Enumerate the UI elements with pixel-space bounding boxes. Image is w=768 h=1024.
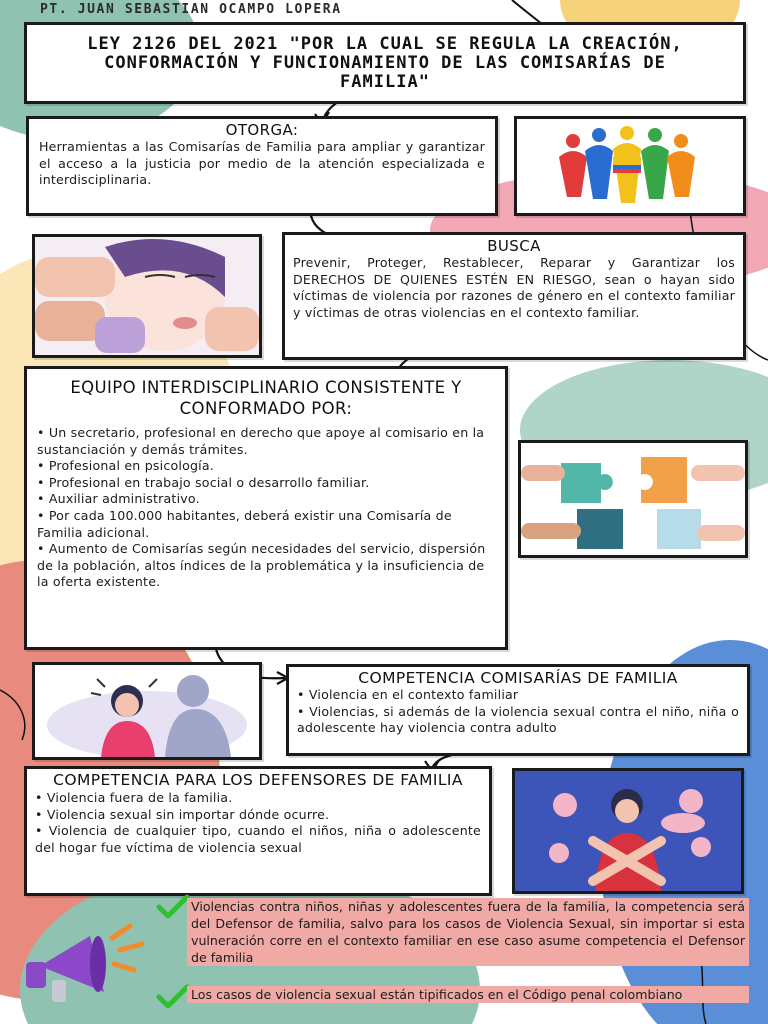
author-name: PT. JUAN SEBASTIAN OCAMPO LOPERA [40,2,342,17]
busca-body: Prevenir, Proteger, Restablecer, Reparar y Garantizar los DERECHOS DE QUIENES ESTÉN EN RIESGO, sean o hayan sido víctimas de violencia por razones de género en el contexto familiar y víctimas de otras violencias en el contexto familiar. [293,255,735,320]
equipo-heading: EQUIPO INTERDISCIPLINARIO CONSISTENTE Y CONFORMADO POR: [70,378,462,418]
competencia-defensores-heading: COMPETENCIA PARA LOS DEFENSORES DE FAMILIA [53,771,463,789]
woman-stop-image-box [512,768,744,894]
competencia-defensores-item: • Violencia sexual sin importar dónde ocurre. [35,806,330,822]
title-box [24,22,746,104]
busca-box [282,232,746,360]
competencia-comisarias-item: • Violencia en el contexto familiar [297,687,519,702]
competencia-comisarias-box [286,664,750,756]
competencia-defensores-box [24,766,492,896]
equipo-item: • Aumento de Comisarías según necesidades del servicio, dispersión de la población, altos índices de la problemática y la insuficiencia de la oferta existente. [37,541,486,590]
checkmark-icon [156,894,190,920]
equipo-item: • Un secretario, profesional en derecho que apoye al comisario en la sustanciación y demás trámites. [37,425,485,457]
distressed-child-illustration [35,665,259,757]
woman-stop-gesture-illustration [515,771,741,891]
community-people-icon [517,119,743,213]
checkmark-icon [156,984,190,1010]
distress-image-box [32,662,262,760]
puzzle-hands-illustration [521,443,745,555]
equipo-item: • Por cada 100.000 habitantes, deberá existir una Comisaría de Familia adicional. [37,507,452,540]
note-codigo-penal: Los casos de violencia sexual están tipificados en el Código penal colombiano [187,986,749,1003]
busca-heading: BUSCA [487,237,541,255]
equipo-item: • Profesional en psicología. [37,458,214,474]
page-title: LEY 2126 DEL 2021 "POR LA CUAL SE REGULA LA CREACIÓN, CONFORMACIÓN Y FUNCIONAMIENTO DE LAS COMISARÍAS DE FAMILIA" [87,34,683,92]
equipo-box [24,366,508,650]
competencia-defensores-item: • Violencia de cualquier tipo, cuando el niños, niña o adolescente del hogar fue víctima de violencia sexual [35,823,481,855]
hands-fists-illustration [35,237,259,355]
community-image-box [514,116,746,216]
note-competencia-defensor: Violencias contra niños, niñas y adolescentes fuera de la familia, la competencia será del Defensor de familia, salvo para los casos de Violencia Sexual, sin importar si esta vulneración corre en el contexto familiar en ese caso asume competencia el Defensor de familia [187,898,749,966]
puzzle-image-box [518,440,748,558]
hands-image-box [32,234,262,358]
otorga-body: Herramientas a las Comisarías de Familia para ampliar y garantizar el acceso a la justicia por medio de la atención especializada e interdisciplinaria. [39,139,485,188]
competencia-comisarias-item: • Violencias, si además de la violencia sexual contra el niño, niña o adolescente hay violencia contra adulto [297,703,739,736]
competencia-comisarias-heading: COMPETENCIA COMISARÍAS DE FAMILIA [358,669,678,687]
equipo-item: • Profesional en trabajo social o desarrollo familiar. [37,474,370,490]
otorga-box [26,116,498,216]
competencia-defensores-item: • Violencia fuera de la familia. [35,790,233,805]
equipo-item: • Auxiliar administrativo. [37,491,200,507]
otorga-heading: OTORGA: [225,121,299,139]
